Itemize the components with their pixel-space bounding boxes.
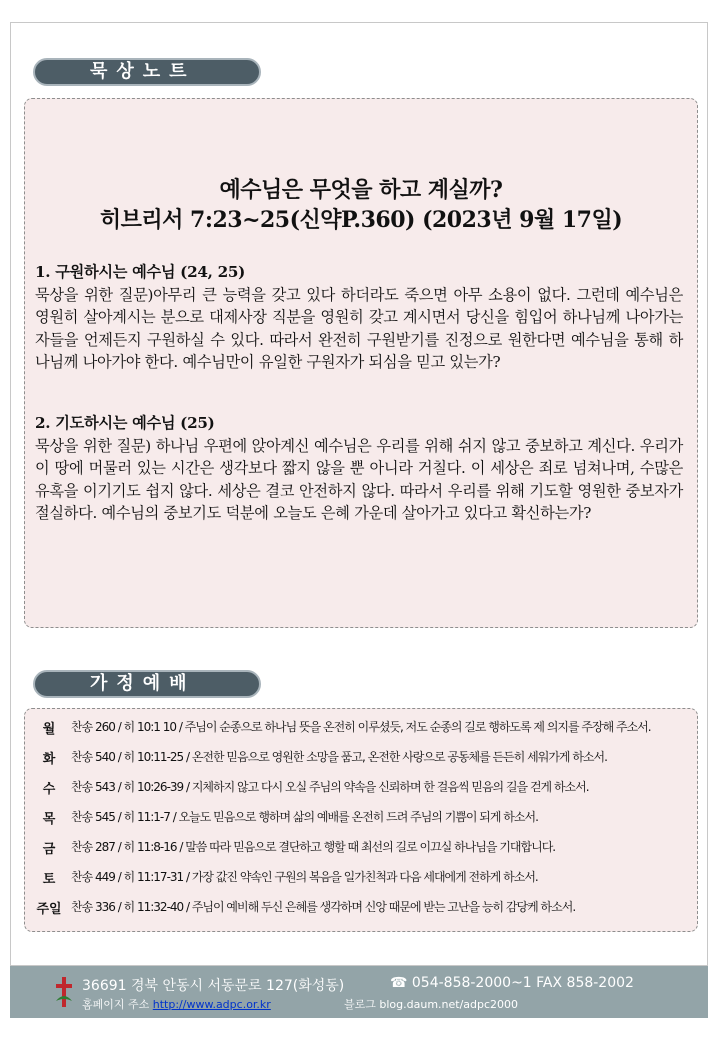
worship-text: 찬송 449 / 히 11:17-31 / 가장 값진 약속인 구원의 복음을 일가친척과 다음 세대에게 전하게 하소서. [71, 870, 538, 884]
worship-day: 금 [42, 842, 56, 857]
worship-text: 찬송 545 / 히 11:1-7 / 오늘도 믿음으로 행하며 삶의 예배를 온전히 드려 주님의 기쁨이 되게 하소서. [71, 810, 538, 824]
footer-homepage [82, 996, 271, 1012]
worship-text: 찬송 260 / 히 10:1 10 / 주님이 순종으로 하나님 뜻을 온전히 이루셨듯, 저도 순종의 길로 행하도록 제 의지를 주장해 주소서. [71, 720, 651, 734]
homepage-link[interactable]: http://www.adpc.or.kr [152, 998, 271, 1011]
worship-day: 월 [42, 722, 56, 737]
worship-row-mon [25, 718, 697, 746]
meditation-heading-line2: 히브리서 7:23~25(신약P.360) (2023년 9월 17일) [99, 207, 623, 233]
worship-day: 토 [42, 872, 56, 887]
point1-title: 1. 구원하시는 예수님 (24, 25) [35, 263, 246, 281]
meditation-section-title: 묵상노트 [33, 58, 261, 86]
worship-row-thu [25, 808, 697, 836]
worship-day: 수 [42, 782, 56, 797]
point2-text: 묵상을 위한 질문) 하나님 우편에 앉아계신 예수님은 우리를 위해 쉬지 않고 중보하고 계신다. 우리가 이 땅에 머물러 있는 시간은 생각보다 짧지 않을 뿐 아니라 거칠다. 이 세상은 죄로 넘쳐나며, 수많은 유혹을 이기기도 쉽지 않다. 세상은 결코 안전하지 않다. 따라서 우리를 위해 기도할 영원한 중보자가 절실하다. 예수님의 중보기도 덕분에 오늘도 은혜 가운데 살아가고 있다고 확신하는가? [35, 436, 683, 522]
church-logo-icon [54, 975, 74, 1009]
meditation-point1 [35, 261, 683, 374]
footer-phone: ☎ 054-858-2000~1 FAX 858-2002 [390, 975, 634, 991]
homepage-label: 홈페이지 주소 [82, 998, 150, 1011]
worship-text: 찬송 336 / 히 11:32-40 / 주님이 예비해 두신 은혜를 생각하며 신앙 때문에 받는 고난을 능히 감당케 하소서. [71, 900, 576, 914]
meditation-point2 [35, 412, 683, 525]
worship-day: 주일 [36, 902, 62, 917]
worship-row-tue [25, 748, 697, 776]
worship-day: 목 [42, 812, 56, 827]
family-worship-box [24, 708, 698, 932]
meditation-heading-line1: 예수님은 무엇을 하고 계실까? [219, 177, 503, 203]
footer-blog: 블로그 blog.daum.net/adpc2000 [344, 998, 519, 1011]
point2-title: 2. 기도하시는 예수님 (25) [35, 414, 215, 432]
worship-row-sat [25, 868, 697, 896]
point1-text: 묵상을 위한 질문)아무리 큰 능력을 갖고 있다 하더라도 죽으면 아무 소용이 없다. 그런데 예수님은 영원히 살아계시는 분으로 대제사장 직분을 영원히 갖고 계시면서 당신을 힘입어 하나님께 나아가는 자들을 언제든지 구원하실 수 있다. 따라서 완전히 구원받기를 진정으로 원한다면 예수님을 통해 하나님께 나아가야 한다. 예수님만이 유일한 구원자가 되심을 믿고 있는가? [35, 285, 683, 371]
worship-row-wed [25, 778, 697, 806]
meditation-box [24, 98, 698, 628]
footer [10, 966, 708, 1018]
worship-text: 찬송 287 / 히 11:8-16 / 말씀 따라 믿음으로 결단하고 행할 때 최선의 길로 이끄실 하나님을 기대합니다. [71, 840, 556, 854]
worship-row-fri [25, 838, 697, 866]
family-worship-section-title: 가정예배 [33, 670, 261, 698]
footer-address: 36691 경북 안동시 서동문로 127(화성동) [82, 978, 345, 994]
worship-text: 찬송 540 / 히 10:11-25 / 온전한 믿음으로 영원한 소망을 품고, 온전한 사랑으로 공동체를 든든히 세워가게 하소서. [71, 750, 607, 764]
worship-row-sun [25, 898, 697, 926]
worship-text: 찬송 543 / 히 10:26-39 / 지체하지 않고 다시 오실 주님의 약속을 신뢰하며 한 걸음씩 믿음의 길을 걷게 하소서. [71, 780, 589, 794]
worship-day: 화 [42, 752, 56, 767]
